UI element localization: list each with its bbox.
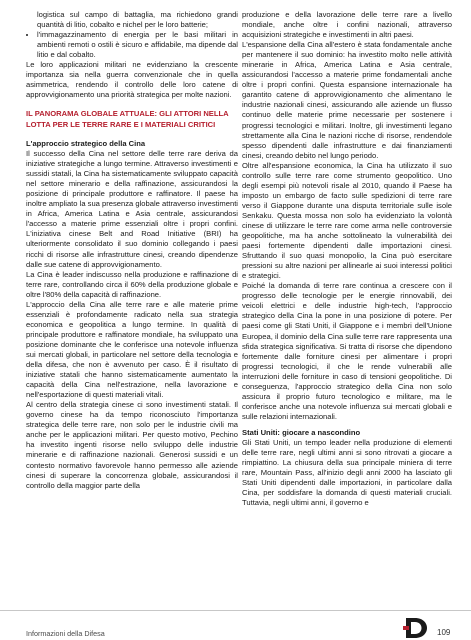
magazine-logo-icon (403, 616, 431, 640)
list-item: • l'immagazzinamento di energia per le basi militari in ambienti remoti o ostili è sicuro e affidabile, ma dipende dal litio e dal cobalto. (37, 30, 238, 60)
paragraph: Poiché la domanda di terre rare continua a crescere con il progresso delle tecnologie per le energie rinnovabili, dei veicoli elettrici e delle industrie high-tech, l'approccio strategico della Cina la pone in una posizione di potere. Per paesi come gli Stati Uniti, il Giappone e i membri dell'Unione Europea, il dominio della Cina sulle terre rare rappresenta una sfida strategica significativa. Si tratta di risorse che dipendono fortemente dalle forniture cinesi per alimentare i propri progressi tecnologici, il che le rende vulnerabili alle interruzioni delle forniture in caso di tensioni geopolitiche. Di conseguenza, l'approccio strategico della Cina non solo assicura il proprio futuro tecnologico e militare, ma le conferisce anche una notevole influenza sui mercati globali e sulle relazioni internazionali. (242, 281, 452, 421)
subheading: L'approccio strategico della Cina (26, 139, 146, 149)
paragraph: Il successo della Cina nel settore delle terre rare deriva da iniziative strategiche a lungo termine. Attraverso investimenti e sussidi statali, la Cina ha sistematicamente sviluppato capacità nel settore minerario e della raffinazione, assicurandosi la posizione di principale produttore e raffinatore. Il paese ha inoltre ampliato la sua presenza globale attraverso investimenti in Africa, America Latina e Asia centrale, assicurandosi l'accesso a materie prime essenziali oltre i propri confini. L'iniziativa cinese Belt and Road Initiative (BRI) ha ulteriormente consolidato il suo dominio collegando i paesi ricchi di risorse alle infrastrutture cinesi, creando dipendenze dalle sue catene di approvvigionamento. (26, 149, 238, 269)
page-number: 109 (437, 628, 451, 637)
paragraph: L'espansione della Cina all'estero è stata fondamentale anche per mantenere il suo dominio: ha investito molto nelle attività minerarie in Africa, America Latina e Asia centrale, assicurandosi l'accesso a materie prime fondamentali anche oltre i propri confini. Questa espansione internazionale ha garantito catene di approvvigionamento che alimentano le industrie nazionali cinesi, assicurando alle aziende un flusso continuo delle materie prime necessarie per sostenere i progressi tecnologici e militari. Inoltre, gli investimenti legano strettamente alla Cina le nazioni ricche di risorse, rendendole spesso dipendenti dalle infrastrutture e dai finanziamenti cinesi, creando debito nel lungo periodo. (242, 40, 452, 160)
page-footer (0, 610, 471, 640)
intro-paragraph: Le loro applicazioni militari ne evidenziano la crescente importanza sia nella guerra convenzionale che in quella asimmetrica, rendendo il controllo delle loro catene di approvvigionamento una priorità strategica per molte nazioni. (26, 60, 238, 100)
list-item: logistica sul campo di battaglia, ma richiedono grandi quantità di litio, cobalto e nichel per le loro batterie; (37, 10, 238, 30)
paragraph: L'approccio della Cina alle terre rare e alle materie prime essenziali è profondamente radicato nella sua strategia economica e geopolitica a lungo termine. In qualità di principale produttore e raffinatore mondiale, ha sviluppato una posizione dominante che le conferisce una notevole influenza sui mercati globali, in particolare nel settore della tecnologia e della difesa, che non è avvenuto per caso. È il risultato di iniziative statali che hanno sistematicamente aumentato la capacità della Cina nell'estrazione, nella lavorazione e nell'esportazione di questi materiali vitali. (26, 299, 238, 400)
paragraph: La Cina è leader indiscusso nella produzione e raffinazione di terre rare, controllando circa il 60% della produzione globale e oltre l'80% della capacità di raffinazione. (26, 269, 238, 299)
paragraph: Gli Stati Uniti, un tempo leader nella produzione di elementi delle terre rare, negli ultimi anni si sono ritrovati a giocare a rimpiattino. La chiusura della sua principale miniera di terre rare, Mountain Pass, all'inizio degli anni 2000 ha lasciato gli Stati Uniti dipendenti dalle importazioni, in particolare dalla Cina, per soddisfare la domanda di questi materiali cruciali. Tuttavia, negli ultimi anni, il governo e (242, 437, 452, 508)
paragraph: produzione e della lavorazione delle terre rare a livello mondiale, anche oltre i confini nazionali, attraverso acquisizioni strategiche e investimenti in altri paesi. (242, 10, 452, 40)
section-heading: IL PANORAMA GLOBALE ATTUALE: GLI ATTORI NELLA LOTTA PER LE TERRE RARE E I MATERIALI CRITICI (26, 109, 229, 129)
publication-name: Informazioni della Difesa (26, 629, 105, 638)
right-column (242, 10, 452, 508)
subheading: Stati Uniti: giocare a nascondino (242, 427, 361, 437)
footer-divider (0, 610, 471, 611)
paragraph: Oltre all'espansione economica, la Cina ha utilizzato il suo controllo sulle terre rare come strumento geopolitico. Uno degli esempi più notevoli risale al 2010, quando il Paese ha imposto un embargo de facto sulle spedizioni di terre rare verso il Giappone durante una disputa territoriale sulle isole Senkaku. Questa mossa non solo ha evidenziato la volontà cinese di utilizzare le terre rare come arma nelle controversie geopolitiche, ma ha anche sottolineato la vulnerabilità dei paesi fortemente dipendenti dalle importazioni cinesi. Sfruttando il suo quasi monopolio, la Cina può esercitare pressioni su altre nazioni per allinearle ai suoi interessi politici e strategici. (242, 160, 452, 281)
left-column (26, 10, 238, 491)
bullet-list (26, 10, 238, 60)
paragraph: Al centro della strategia cinese ci sono investimenti statali. Il governo cinese ha da tempo riconosciuto l'importanza strategica delle terre rare, non solo per le industrie civili ma anche per le applicazioni militari. Per questo motivo, Pechino ha investito ingenti risorse nello sviluppo delle industrie minerarie e di raffinazione nazionali. Generosi sussidi e un contesto normativo favorevole hanno permesso alle aziende cinesi di superare la concorrenza globale, assicurandosi il controllo della maggior parte della (26, 400, 238, 490)
